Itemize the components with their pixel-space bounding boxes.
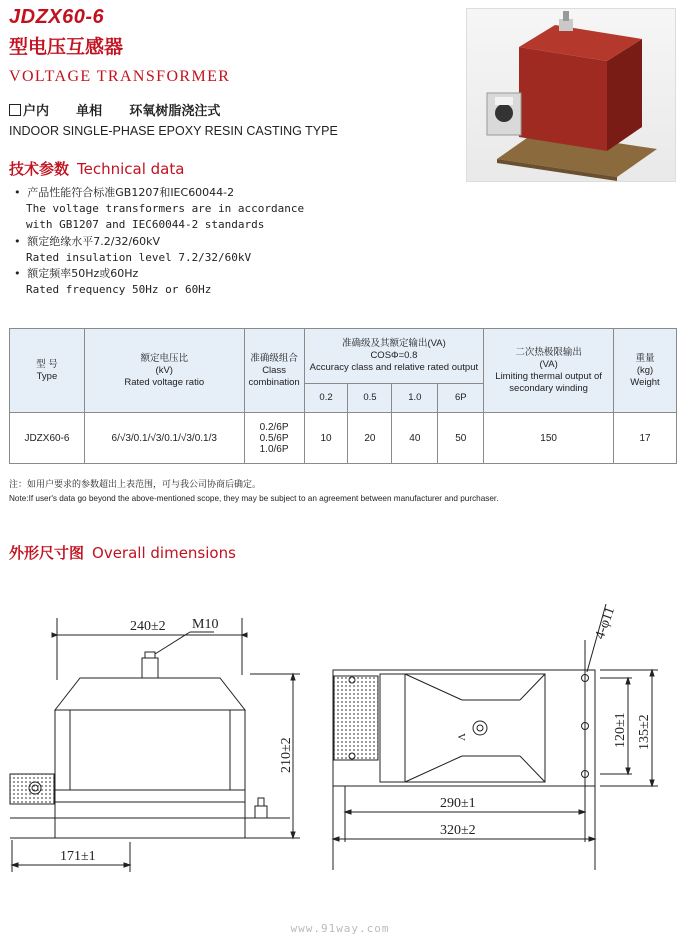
- title-en: VOLTAGE TRANSFORMER: [9, 68, 231, 85]
- header-voltage: 额定电压比 (kV) Rated voltage ratio: [84, 329, 244, 413]
- list-item: • 额定频率50Hz或60Hz: [14, 267, 139, 281]
- v-mark: V: [455, 733, 467, 741]
- dim-holes: 4-φ11: [592, 605, 619, 642]
- cell-output: 50: [438, 413, 484, 464]
- type-en: INDOOR SINGLE-PHASE EPOXY RESIN CASTING TYPE: [9, 124, 338, 138]
- cell-thermal: 150: [484, 413, 614, 464]
- dim-top-width: 240±2: [130, 619, 166, 634]
- dim-outer-width: 320±2: [440, 823, 476, 838]
- list-item-en: with GB1207 and IEC60044-2 standards: [26, 218, 265, 232]
- header-type: 型 号 Type: [10, 329, 85, 413]
- header-weight: 重量 (kg) Weight: [614, 329, 677, 413]
- technical-data-list: [14, 185, 304, 298]
- dimensions-heading: 外形尺寸图 Overall dimensions: [9, 544, 236, 562]
- dim-height: 210±2: [279, 737, 294, 773]
- header-accuracy-class: 6P: [438, 384, 484, 413]
- cell-weight: 17: [614, 413, 677, 464]
- title-cn: 型电压互感器: [9, 36, 124, 58]
- technical-data-heading: 技术参数 Technical data: [9, 160, 185, 178]
- dimension-drawing: [0, 580, 680, 910]
- transformer-illustration: [467, 9, 675, 181]
- notes: [9, 479, 498, 505]
- header-thermal: 二次热极限输出 (VA) Limiting thermal output of secondary winding: [484, 329, 614, 413]
- product-photo: [466, 8, 676, 182]
- footer-url: www.91way.com: [290, 922, 390, 935]
- list-item-en: Rated frequency 50Hz or 60Hz: [26, 283, 212, 297]
- dim-inner-width: 290±1: [440, 796, 476, 811]
- dim-inner-height: 120±1: [613, 712, 628, 748]
- list-item-en: The voltage transformers are in accordance: [26, 202, 305, 216]
- note-en: Note:If user's data go beyond the above-mentioned scope, they may be subject to an agreement between manufacturer and purchaser.: [9, 494, 499, 503]
- dim-bottom-width: 171±1: [60, 849, 96, 864]
- header-accuracy: 准确级及其额定输出(VA) COSΦ=0.8 Accuracy class and relative rated output: [304, 329, 484, 384]
- table-row: [10, 413, 677, 464]
- cell-output: 10: [304, 413, 348, 464]
- list-item: • 额定绝缘水平7.2/32/60kV: [14, 234, 161, 248]
- dim-outer-height: 135±2: [637, 714, 652, 750]
- cell-output: 40: [392, 413, 438, 464]
- header-accuracy-class: 0.2: [304, 384, 348, 413]
- header-class: 准确级组合 Class combination: [244, 329, 304, 413]
- dim-bolt: M10: [192, 617, 219, 632]
- cell-class: 0.2/6P 0.5/6P 1.0/6P: [244, 413, 304, 464]
- cell-type: JDZX60-6: [10, 413, 85, 464]
- header-accuracy-class: 1.0: [392, 384, 438, 413]
- model-number: JDZX60-6: [9, 6, 105, 28]
- cell-output: 20: [348, 413, 392, 464]
- type-cn: 户内 单相 环氧树脂浇注式: [9, 100, 220, 119]
- cell-voltage: 6/√3/0.1/√3/0.1/√3/0.1/3: [84, 413, 244, 464]
- header-accuracy-class: 0.5: [348, 384, 392, 413]
- list-item: • 产品性能符合标准GB1207和IEC60044-2: [14, 186, 235, 199]
- list-item-en: Rated insulation level 7.2/32/60kV: [26, 250, 252, 264]
- spec-table: [9, 328, 677, 464]
- note-cn: 注：如用户要求的参数超出上表范围，可与我公司协商后确定。: [9, 480, 262, 490]
- checkbox-icon: [9, 104, 21, 116]
